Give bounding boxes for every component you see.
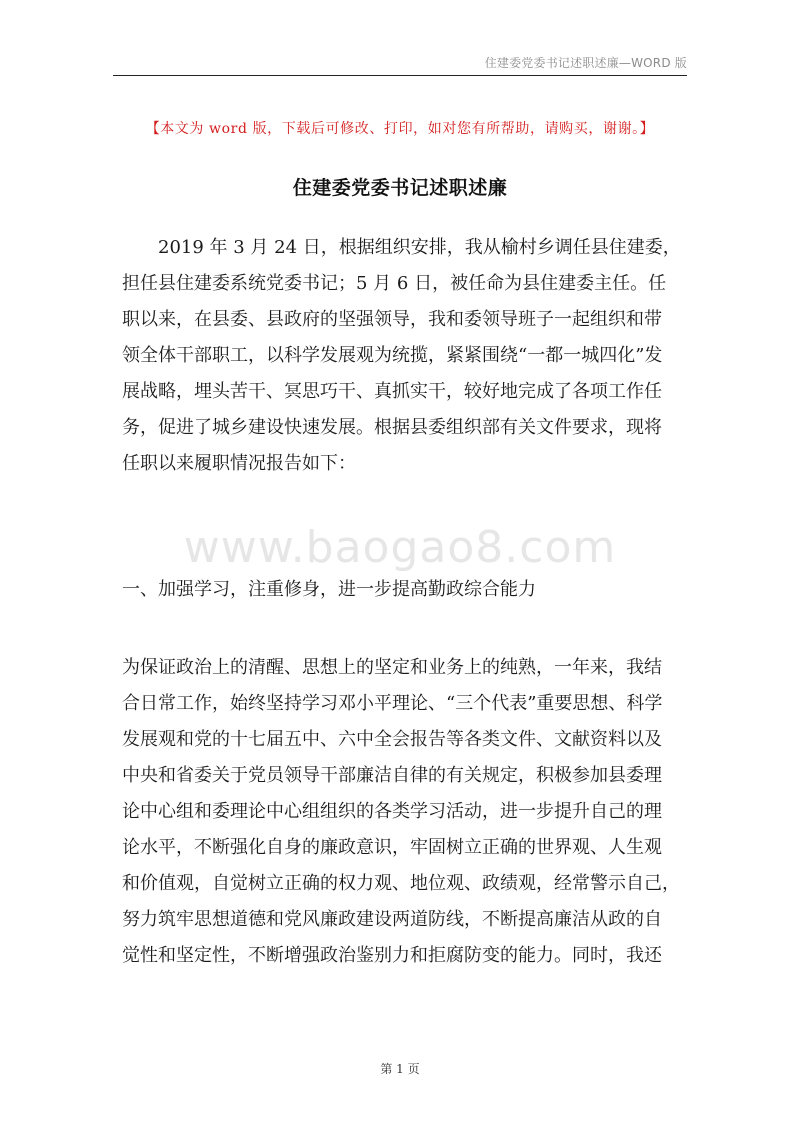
paragraph-line: 2019 年 3 月 24 日，根据组织安排，我从榆村乡调任县住建委， <box>158 237 681 258</box>
paragraph-line: 担任县住建委系统党委书记；5 月 6 日，被任命为县住建委主任。任 <box>122 273 667 294</box>
watermark: www.baogao8.com <box>183 522 617 573</box>
paragraph-line: 展战略，埋头苦干、冥思巧干、真抓实干，较好地完成了各项工作任 <box>122 381 662 402</box>
paragraph-line: 论中心组和委理论中心组组织的各类学习活动，进一步提升自己的理 <box>122 801 662 822</box>
paragraph-line: 为保证政治上的清醒、思想上的坚定和业务上的纯熟，一年来，我结 <box>122 657 662 678</box>
intro-paragraph <box>122 230 682 482</box>
document-title: 住建委党委书记述职述廉 <box>292 177 508 199</box>
page-number: 第 1 页 <box>380 1062 420 1076</box>
paragraph-line: 努力筑牢思想道德和党风廉政建设两道防线，不断提高廉洁从政的自 <box>122 909 662 930</box>
header-rule <box>113 75 687 76</box>
paragraph-line: 合日常工作，始终坚持学习邓小平理论、“三个代表”重要思想、科学 <box>122 693 663 714</box>
running-header: 住建委党委书记述职述廉—WORD 版 <box>484 56 687 70</box>
section-heading: 一、加强学习，注重修身，进一步提高勤政综合能力 <box>122 579 536 600</box>
paragraph-line: 中央和省委关于党员领导干部廉洁自律的有关规定，积极参加县委理 <box>122 765 662 786</box>
paragraph-line: 领全体干部职工，以科学发展观为统揽，紧紧围绕“一都一城四化”发 <box>122 345 663 366</box>
paragraph-line: 觉性和坚定性，不断增强政治鉴别力和拒腐防变的能力。同时，我还 <box>122 945 662 966</box>
paragraph-line: 和价值观，自觉树立正确的权力观、地位观、政绩观，经常警示自己， <box>122 873 680 894</box>
paragraph-line: 职以来，在县委、县政府的坚强领导，我和委领导班子一起组织和带 <box>122 309 662 330</box>
study-paragraph <box>122 650 682 974</box>
paragraph-line: 任职以来履职情况报告如下： <box>122 453 356 474</box>
paragraph-line: 发展观和党的十七届五中、六中全会报告等各类文件、文献资料以及 <box>122 729 662 750</box>
paragraph-line: 务，促进了城乡建设快速发展。根据县委组织部有关文件要求，现将 <box>122 417 662 438</box>
purchase-notice: 【本文为 word 版，下载后可修改、打印，如对您有所帮助，请购买，谢谢。】 <box>145 121 655 137</box>
paragraph-line: 论水平，不断强化自身的廉政意识，牢固树立正确的世界观、人生观 <box>122 837 662 858</box>
